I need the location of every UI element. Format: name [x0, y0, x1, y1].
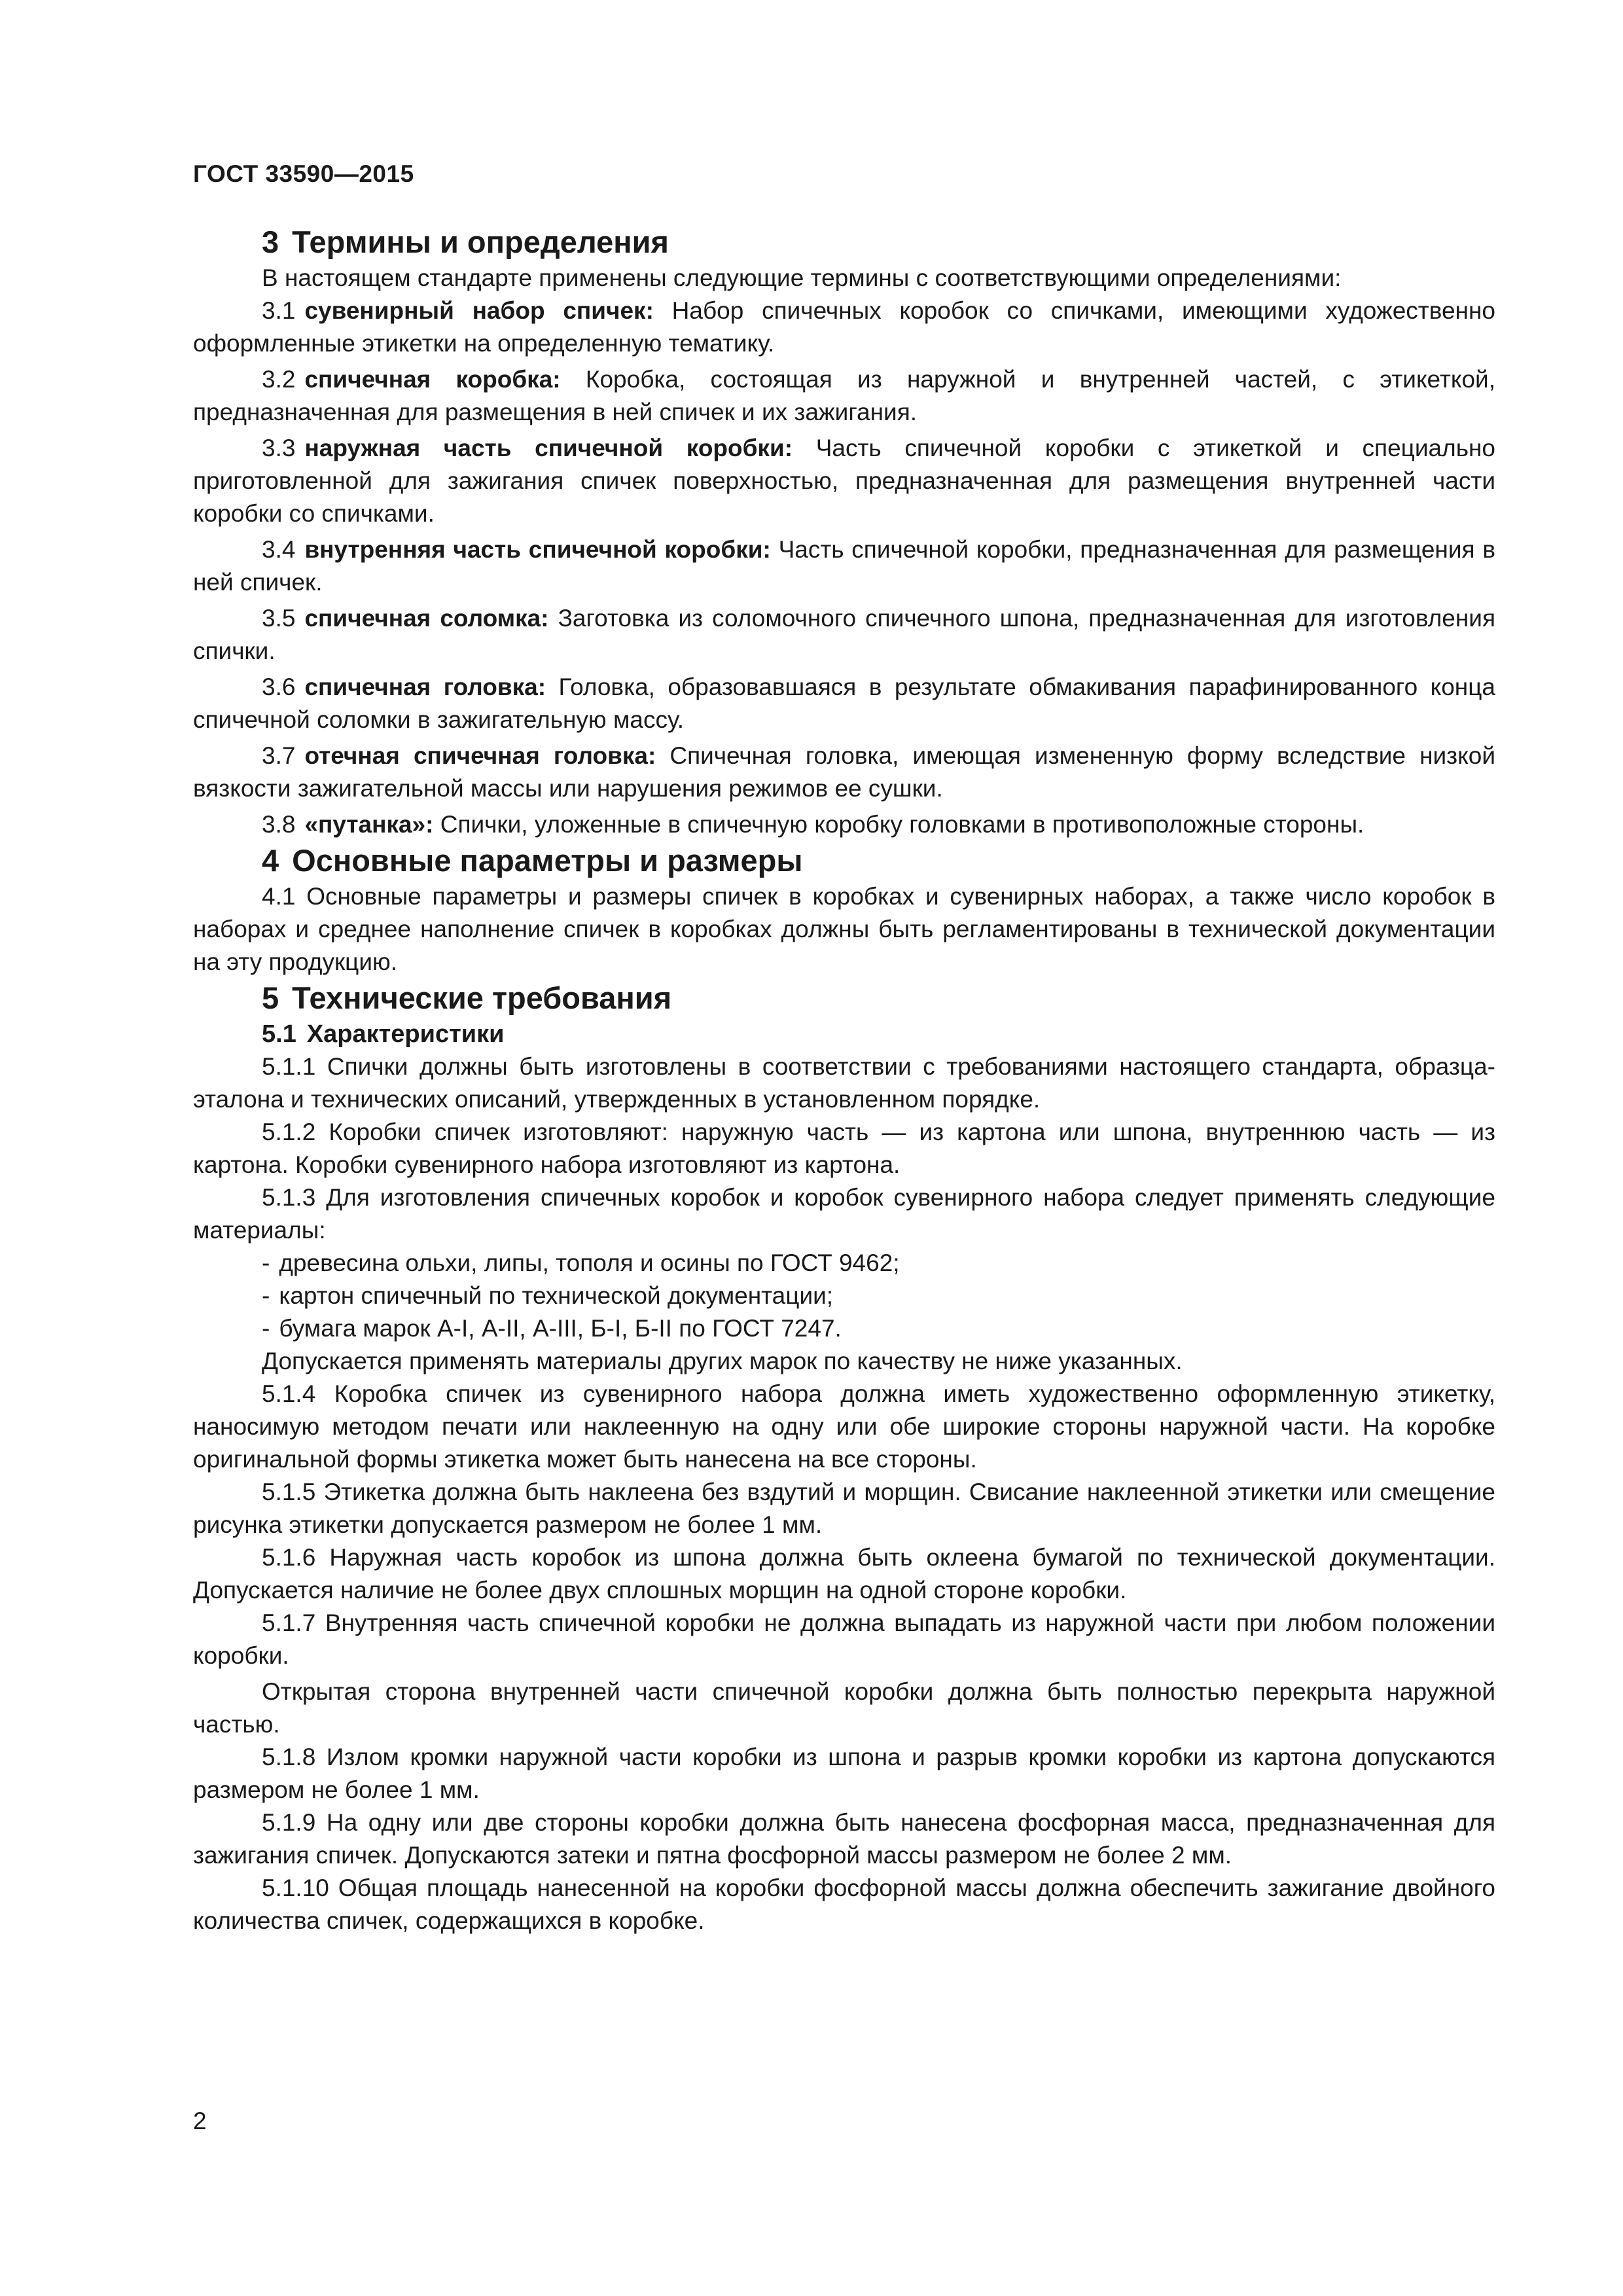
- section-5-heading: [193, 978, 1495, 1018]
- section-number: 4: [262, 843, 279, 878]
- term-definition: Заготовка из соломочного спичечного шпона, предназначенная для изготовления спички.: [193, 605, 1495, 664]
- list-item: - бумага марок А-I, А-II, А-III, Б-I, Б-II по ГОСТ 7247.: [262, 1315, 842, 1342]
- term-number: 3.8: [262, 811, 296, 838]
- term-3-5: [193, 602, 1495, 668]
- term-name: сувенирный набор спичек:: [304, 297, 654, 324]
- document-content: [193, 223, 1495, 1937]
- list-dash: -: [262, 1249, 270, 1276]
- term-3-2: [193, 363, 1495, 429]
- term-definition: Часть спичечной коробки, предназначенная для размещения в ней спичек.: [193, 536, 1495, 596]
- term-3-6: [193, 671, 1495, 736]
- section-title: Основные параметры и размеры: [292, 843, 803, 878]
- paragraph-5-1-1: 5.1.1 Спички должны быть изготовлены в соответствии с требованиями настоящего стандарта, образца-эталона и технических описаний, утвержденных в установленном порядке.: [193, 1053, 1495, 1113]
- term-definition: Коробка, состоящая из наружной и внутренней частей, с этикеткой, предназначенная для размещения в ней спичек и их зажигания.: [193, 366, 1495, 425]
- section-number: 3: [262, 224, 279, 259]
- term-name: спичечная головка:: [304, 673, 546, 700]
- section-title: Термины и определения: [292, 224, 669, 259]
- list-dash: -: [262, 1315, 270, 1342]
- term-number: 3.3: [262, 435, 296, 461]
- term-number: 3.7: [262, 742, 296, 769]
- term-number: 3.2: [262, 366, 296, 393]
- term-definition: Спичечная головка, имеющая измененную форму вследствие низкой вязкости зажигательной массы или нарушения режимов ее сушки.: [193, 742, 1495, 802]
- subsection-5-1-heading: [193, 1018, 1495, 1050]
- list-dash: -: [262, 1282, 270, 1309]
- paragraph-5-1-8: 5.1.8 Излом кромки наружной части коробки из шпона и разрыв кромки коробки из картона допускаются размером не более 1 мм.: [193, 1744, 1495, 1803]
- document-code: ГОСТ 33590—2015: [193, 160, 414, 187]
- term-name: «путанка»:: [304, 811, 434, 838]
- term-3-3: [193, 432, 1495, 530]
- paragraph-4-1: 4.1 Основные параметры и размеры спичек в коробках и сувенирных наборах, а также число коробок в наборах и среднее наполнение спичек в коробках должны быть регламентированы в технической документации на эту продукцию.: [193, 883, 1495, 975]
- term-name: наружная часть спичечной коробки:: [304, 435, 793, 461]
- term-definition: Часть спичечной коробки с этикеткой и специально приготовленной для зажигания спичек поверхностью, предназначенная для размещения внутренней части коробки со спичками.: [193, 435, 1495, 527]
- term-3-8: [193, 808, 1495, 841]
- subsection-title: Характеристики: [306, 1020, 505, 1048]
- term-definition: Головка, образовавшаяся в результате обмакивания парафинированного конца спичечной соломки в зажигательную массу.: [193, 673, 1495, 733]
- section-3-intro: В настоящем стандарте применены следующие термины с соответствующими определениями:: [262, 264, 1342, 291]
- term-number: 3.6: [262, 673, 296, 700]
- term-number: 3.5: [262, 605, 296, 632]
- term-definition: Спички, уложенные в спичечную коробку головками в противоположные стороны.: [433, 811, 1364, 838]
- term-name: внутренняя часть спичечной коробки:: [304, 536, 771, 563]
- term-3-1: [193, 295, 1495, 360]
- paragraph-5-1-7-note: Открытая сторона внутренней части спичечной коробки должна быть полностью перекрыта наружной частью.: [193, 1678, 1495, 1738]
- subsection-number: 5.1: [262, 1020, 296, 1048]
- section-title: Технические требования: [292, 980, 672, 1015]
- paragraph-5-1-7: 5.1.7 Внутренняя часть спичечной коробки не должна выпадать из наружной части при любом положении коробки.: [193, 1609, 1495, 1669]
- section-3-heading: [193, 223, 1495, 262]
- paragraph-5-1-3-note: Допускается применять материалы других марок по качеству не ниже указанных.: [262, 1348, 1183, 1374]
- paragraph-5-1-9: 5.1.9 На одну или две стороны коробки должна быть нанесена фосфорная масса, предназначенная для зажигания спичек. Допускаются затеки и пятна фосфорной массы размером не более 2 мм.: [193, 1809, 1495, 1869]
- page-number: 2: [193, 2108, 207, 2134]
- list-item: - древесина ольхи, липы, тополя и осины по ГОСТ 9462;: [262, 1249, 900, 1276]
- materials-list: [193, 1247, 1495, 1345]
- term-3-7: [193, 740, 1495, 805]
- term-name: спичечная коробка:: [304, 366, 561, 393]
- term-name: спичечная соломка:: [304, 605, 549, 632]
- term-definition: Набор спичечных коробок со спичками, имеющими художественно оформленные этикетки на определенную тематику.: [193, 297, 1495, 357]
- paragraph-5-1-5: 5.1.5 Этикетка должна быть наклеена без вздутий и морщин. Свисание наклеенной этикетки или смещение рисунка этикетки допускается размером не более 1 мм.: [193, 1479, 1495, 1538]
- list-item: - картон спичечный по технической документации;: [262, 1282, 834, 1309]
- paragraph-5-1-10: 5.1.10 Общая площадь нанесенной на коробки фосфорной массы должна обеспечить зажигание двойного количества спичек, содержащихся в коробке.: [193, 1874, 1495, 1934]
- section-4-heading: [193, 841, 1495, 880]
- term-number: 3.4: [262, 536, 296, 563]
- paragraph-5-1-2: 5.1.2 Коробки спичек изготовляют: наружную часть — из картона или шпона, внутреннюю часть — из картона. Коробки сувенирного набора изготовляют из картона.: [193, 1119, 1495, 1178]
- paragraph-5-1-3: 5.1.3 Для изготовления спичечных коробок и коробок сувенирного набора следует применять следующие материалы:: [193, 1184, 1495, 1244]
- term-3-4: [193, 533, 1495, 599]
- section-number: 5: [262, 980, 279, 1015]
- paragraph-5-1-6: 5.1.6 Наружная часть коробок из шпона должна быть оклеена бумагой по технической документации. Допускается наличие не более двух сплошных морщин на одной стороне коробки.: [193, 1544, 1495, 1604]
- term-name: отечная спичечная головка:: [304, 742, 656, 769]
- paragraph-5-1-4: 5.1.4 Коробка спичек из сувенирного набора должна иметь художественно оформленную этикетку, наносимую методом печати или наклеенную на одну или обе широкие стороны наружной части. На коробке оригинальной формы этикетка может быть нанесена на все стороны.: [193, 1380, 1495, 1473]
- term-number: 3.1: [262, 297, 296, 324]
